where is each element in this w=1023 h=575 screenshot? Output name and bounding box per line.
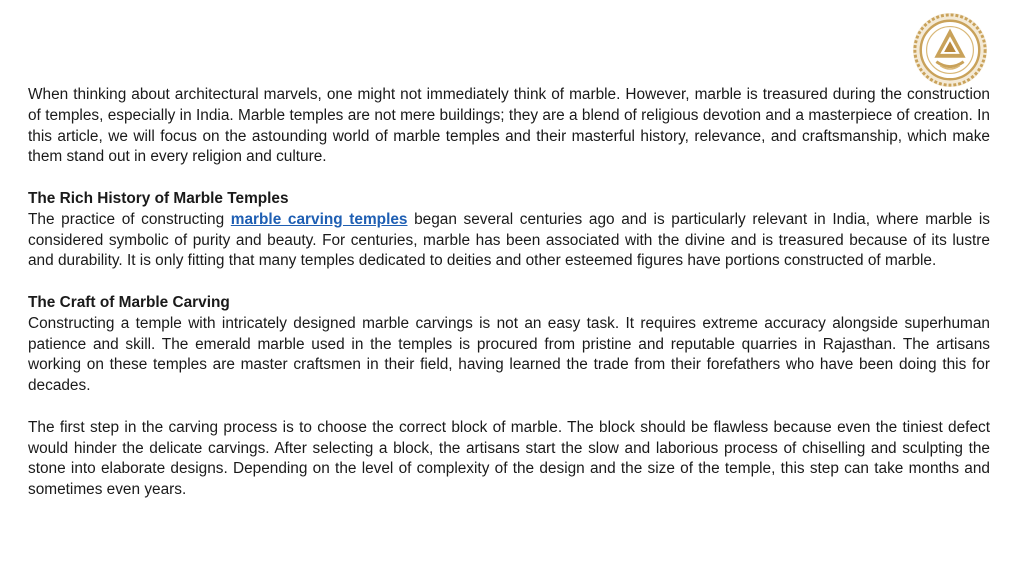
spacer — [28, 397, 990, 418]
article-body — [28, 85, 990, 501]
history-paragraph — [28, 210, 990, 272]
marble-carving-temples-link[interactable]: marble carving temples — [230, 210, 408, 228]
craft-paragraph-1: Constructing a temple with intricately designed marble carvings is not an easy task. It requires extreme accuracy alongside superhuman patience and skill. The emerald marble used in the temples is procured from pristine and reputable quarries in Rajasthan. The artisans working on these temples are master craftsmen in their field, having learned the trade from their forefathers who have been doing this for decades. — [28, 314, 990, 395]
spacer — [28, 272, 990, 293]
history-text-before-link: The practice of constructing — [28, 210, 231, 228]
intro-paragraph: When thinking about architectural marvels, one might not immediately think of marble. However, marble is treasured during the construction of temples, especially in India. Marble temples are not mere buildings; they are a blend of religious devotion and a masterpiece of creation. In this article, we will focus on the astounding world of marble temples and their masterful history, relevance, and craftsmanship, which make them stand out in every religion and culture. — [28, 86, 990, 166]
history-text-after-link: began several centuries ago and is particularly relevant in India, where marble is considered symbolic of purity and beauty. For centuries, marble has been associated with the divine and is treasured because of its lustre and durability. It is only fitting that many temples dedicated to deities and other esteemed figures have portions constructed of marble. — [28, 210, 990, 270]
history-heading: The Rich History of Marble Temples — [28, 189, 289, 207]
spacer — [28, 168, 990, 189]
craft-heading: The Craft of Marble Carving — [28, 293, 230, 311]
gold-medallion-logo-icon — [911, 11, 989, 89]
craft-paragraph-2: The first step in the carving process is to choose the correct block of marble. The block should be flawless because even the tiniest defect would hinder the delicate carvings. After selecting a block, the artisans start the slow and laborious process of chiselling and sculpting the stone into elaborate designs. Depending on the level of complexity of the design and the size of the temple, this step can take months and sometimes even years. — [28, 418, 990, 499]
